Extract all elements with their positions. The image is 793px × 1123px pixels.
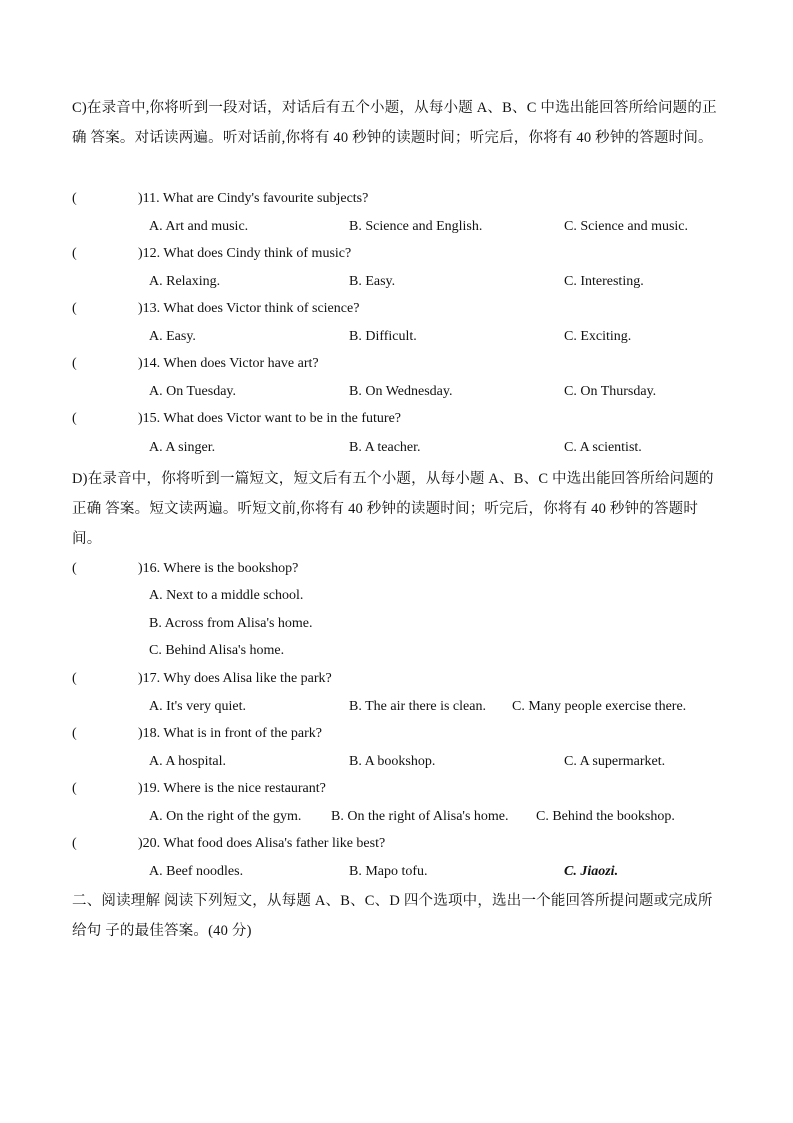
question-18: ( )18. What is in front of the park? bbox=[72, 726, 323, 741]
option-11-b: B. Science and English. bbox=[349, 219, 483, 234]
option-12-a: A. Relaxing. bbox=[149, 274, 221, 289]
option-17-b: B. The air there is clean. bbox=[349, 699, 486, 714]
option-17-c: C. Many people exercise there. bbox=[512, 699, 687, 714]
question-13: ( )13. What does Victor think of science? bbox=[72, 301, 360, 316]
option-15-b: B. A teacher. bbox=[349, 440, 421, 455]
option-18-b: B. A bookshop. bbox=[349, 754, 436, 769]
option-17-a: A. It's very quiet. bbox=[149, 699, 247, 714]
option-20-b: B. Mapo tofu. bbox=[349, 864, 428, 879]
option-13-a: A. Easy. bbox=[149, 329, 196, 344]
option-20-a: A. Beef noodles. bbox=[149, 864, 244, 879]
option-14-b: B. On Wednesday. bbox=[349, 384, 453, 399]
section-d-instruction: D)在录音中，你将听到一篇短文，短文后有五个小题，从每小题 A、B、C 中选出能回答所给问题的正确 答案。短文读两遍。听短文前,你将有 40 秒钟的读题时间；听完后，你将有 40 秒钟的答题时间。 bbox=[72, 471, 714, 547]
option-19-a: A. On the right of the gym. bbox=[149, 809, 302, 824]
option-20-c: C. Jiaozi. bbox=[564, 864, 619, 879]
option-16-b: B. Across from Alisa's home. bbox=[149, 616, 313, 631]
option-13-c: C. Exciting. bbox=[564, 329, 632, 344]
question-11: ( )11. What are Cindy's favourite subjects? bbox=[72, 191, 369, 206]
option-12-b: B. Easy. bbox=[349, 274, 396, 289]
option-11-c: C. Science and music. bbox=[564, 219, 689, 234]
question-19: ( )19. Where is the nice restaurant? bbox=[72, 781, 326, 796]
option-12-c: C. Interesting. bbox=[564, 274, 644, 289]
question-16: ( )16. Where is the bookshop? bbox=[72, 561, 299, 576]
question-15: ( )15. What does Victor want to be in the future? bbox=[72, 411, 402, 426]
part-two-instruction: 二、阅读理解 阅读下列短文，从每题 A、B、C、D 四个选项中，选出一个能回答所提问题或完成所给句 子的最佳答案。(40 分) bbox=[72, 893, 713, 939]
option-14-c: C. On Thursday. bbox=[564, 384, 657, 399]
option-19-c: C. Behind the bookshop. bbox=[536, 809, 675, 824]
option-15-c: C. A scientist. bbox=[564, 440, 642, 455]
section-c-instruction: C)在录音中,你将听到一段对话，对话后有五个小题，从每小题 A、B、C 中选出能回答所给问题的正确 答案。对话读两遍。听对话前,你将有 40 秒钟的读题时间；听完后，你将有 40 秒钟的答题时间。 bbox=[72, 100, 717, 146]
option-13-b: B. Difficult. bbox=[349, 329, 417, 344]
option-14-a: A. On Tuesday. bbox=[149, 384, 236, 399]
question-17: ( )17. Why does Alisa like the park? bbox=[72, 671, 332, 686]
option-16-c: C. Behind Alisa's home. bbox=[149, 643, 285, 658]
question-12: ( )12. What does Cindy think of music? bbox=[72, 246, 352, 261]
option-19-b: B. On the right of Alisa's home. bbox=[331, 809, 509, 824]
option-18-c: C. A supermarket. bbox=[564, 754, 666, 769]
option-15-a: A. A singer. bbox=[149, 440, 216, 455]
question-14: ( )14. When does Victor have art? bbox=[72, 356, 319, 371]
question-20: ( )20. What food does Alisa's father like best? bbox=[72, 836, 386, 851]
option-18-a: A. A hospital. bbox=[149, 754, 227, 769]
option-11-a: A. Art and music. bbox=[149, 219, 249, 234]
option-16-a: A. Next to a middle school. bbox=[149, 588, 304, 603]
